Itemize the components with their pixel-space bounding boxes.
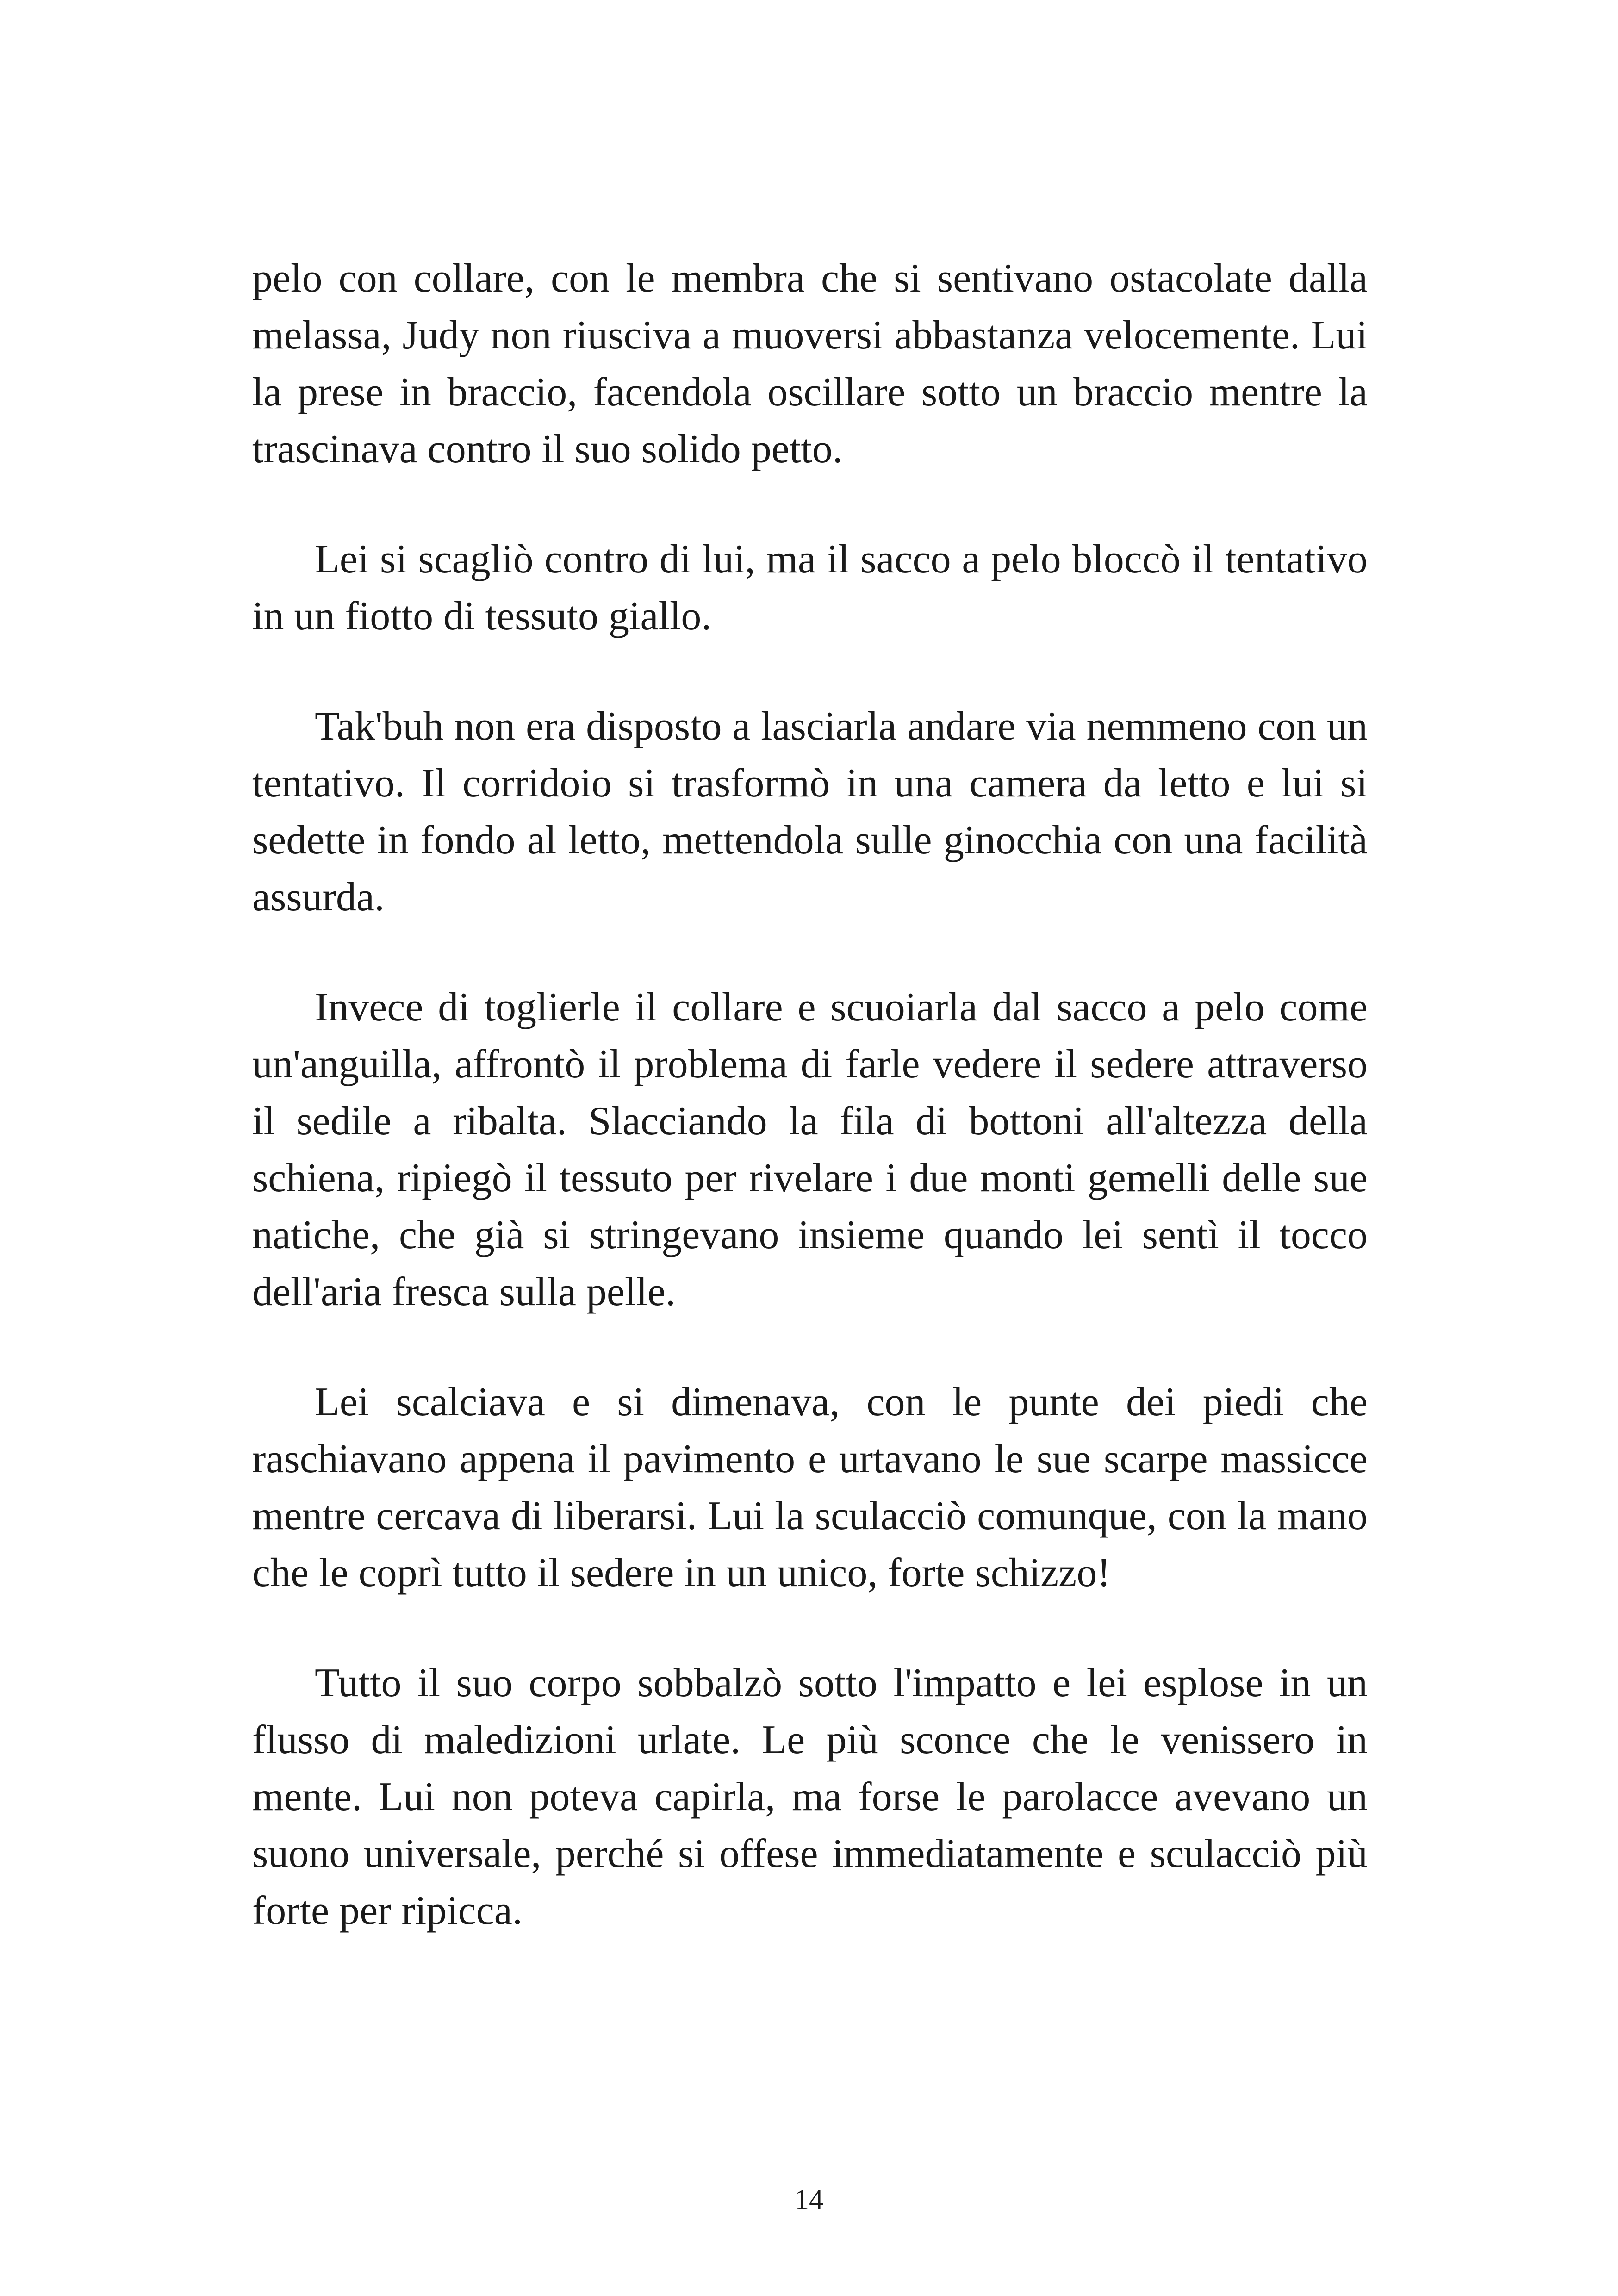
- body-text: [252, 250, 1368, 1939]
- paragraph-3: Tak'buh non era disposto a lasciarla andare via nemmeno con un tentativo. Il corridoio si trasformò in una camera da letto e lui si sedette in fondo al letto, mettendola sulle ginocchia con una facilità assurda.: [252, 704, 1368, 920]
- page-number: 14: [795, 2184, 823, 2215]
- paragraph-6: Tutto il suo corpo sobbalzò sotto l'impatto e lei esplose in un flusso di maledizioni urlate. Le più sconce che le venissero in mente. Lui non poteva capirla, ma forse le parolacce avevano un suono universale, perché si offese immediatamente e sculacciò più forte per ripicca.: [252, 1661, 1368, 1933]
- paragraph-5: Lei scalciava e si dimenava, con le punte dei piedi che raschiavano appena il pavimento e urtavano le sue scarpe massicce mentre cercava di liberarsi. Lui la sculacciò comunque, con la mano che le coprì tutto il sedere in un unico, forte schizzo!: [252, 1380, 1368, 1595]
- paragraph-2: Lei si scagliò contro di lui, ma il sacco a pelo bloccò il tentativo in un fiotto di tessuto giallo.: [252, 537, 1368, 639]
- paragraph-1: pelo con collare, con le membra che si sentivano ostacolate dalla melassa, Judy non riusciva a muoversi abbastanza velocemente. Lui la prese in braccio, facendola oscillare sotto un braccio mentre la trascinava contro il suo solido petto.: [252, 256, 1368, 472]
- paragraph-4: Invece di toglierle il collare e scuoiarla dal sacco a pelo come un'anguilla, affrontò il problema di farle vedere il sedere attraverso il sedile a ribalta. Slacciando la fila di bottoni all'altezza della schiena, ripiegò il tessuto per rivelare i due monti gemelli delle sue natiche, che già si stringevano insieme quando lei sentì il tocco dell'aria fresca sulla pelle.: [252, 985, 1368, 1314]
